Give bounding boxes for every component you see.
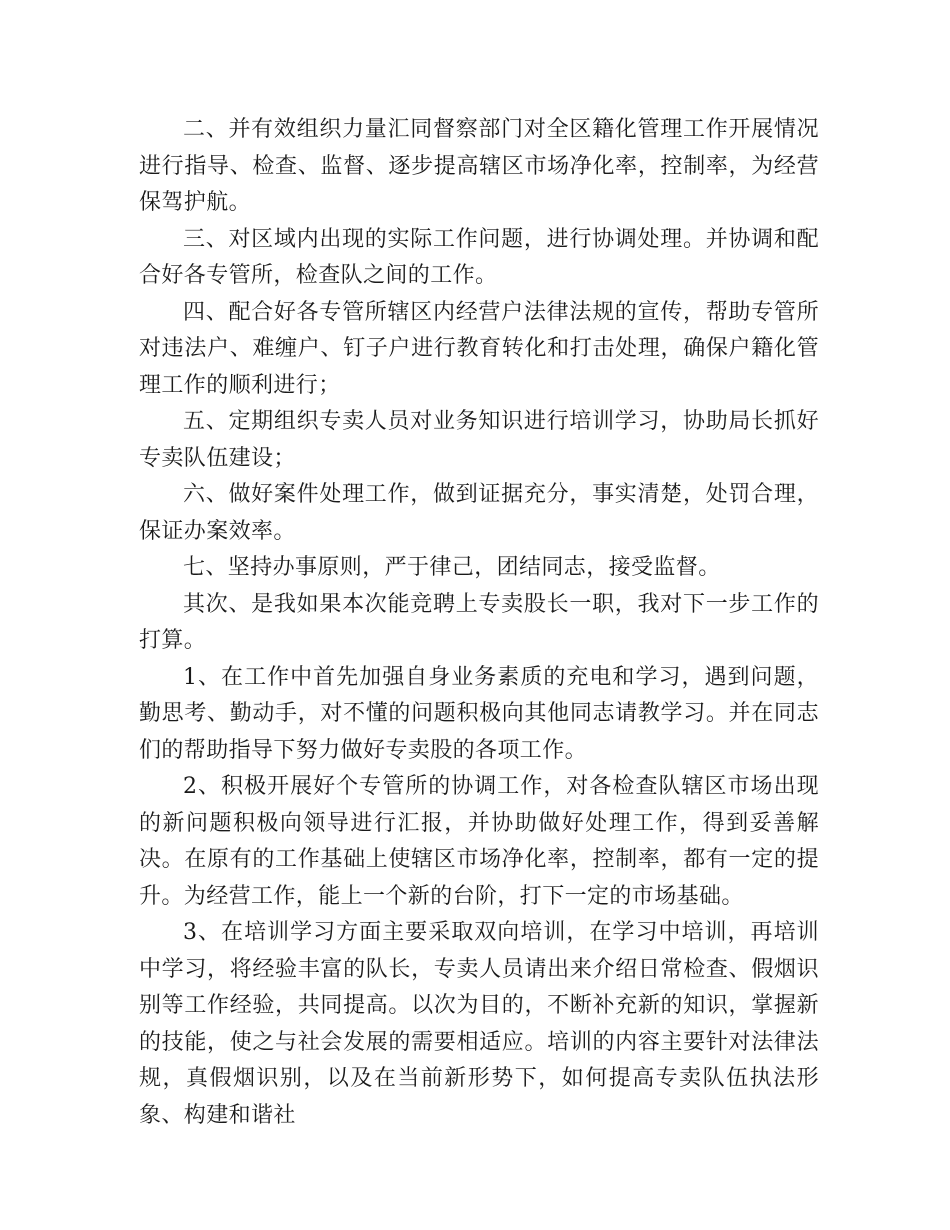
paragraph-item-5: 五、定期组织专卖人员对业务知识进行培训学习，协助局长抓好专卖队伍建设； [139, 409, 819, 471]
paragraph-next-plan-intro: 其次、是我如果本次能竞聘上专卖股长一职，我对下一步工作的打算。 [139, 591, 819, 653]
paragraph-plan-2: 2、积极开展好个专管所的协调工作，对各检查队辖区市场出现的新问题积极向领导进行汇报，并协助做好处理工作，得到妥善解决。在原有的工作基础上使辖区市场净化率，控制率，都有一定的提升。为经营工作，能上一个新的台阶，打下一定的市场基础。 [139, 774, 819, 909]
document-body [139, 112, 819, 1134]
paragraph-item-4: 四、配合好各专管所辖区内经营户法律法规的宣传，帮助专管所对违法户、难缠户、钉子户进行教育转化和打击处理，确保户籍化管理工作的顺利进行； [139, 299, 819, 398]
paragraph-plan-3: 3、在培训学习方面主要采取双向培训，在学习中培训，再培训中学习，将经验丰富的队长，专卖人员请出来介绍日常检查、假烟识别等工作经验，共同提高。以次为目的，不断补充新的知识，掌握新的技能，使之与社会发展的需要相适应。培训的内容主要针对法律法规，真假烟识别，以及在当前新形势下，如何提高专卖队伍执法形象、构建和谐社 [139, 920, 819, 1128]
paragraph-item-3: 三、对区域内出现的实际工作问题，进行协调处理。并协调和配合好各专管所，检查队之间的工作。 [139, 226, 819, 288]
paragraph-item-7: 七、坚持办事原则，严于律己，团结同志，接受监督。 [183, 555, 721, 580]
paragraph-item-6: 六、做好案件处理工作，做到证据充分，事实清楚，处罚合理，保证办案效率。 [139, 482, 819, 544]
paragraph-item-2: 二、并有效组织力量汇同督察部门对全区籍化管理工作开展情况进行指导、检查、监督、逐步提高辖区市场净化率，控制率，为经营保驾护航。 [139, 117, 819, 215]
paragraph-plan-1: 1、在工作中首先加强自身业务素质的充电和学习，遇到问题，勤思考、勤动手，对不懂的问题积极向其他同志请教学习。并在同志们的帮助指导下努力做好专卖股的各项工作。 [139, 664, 819, 763]
